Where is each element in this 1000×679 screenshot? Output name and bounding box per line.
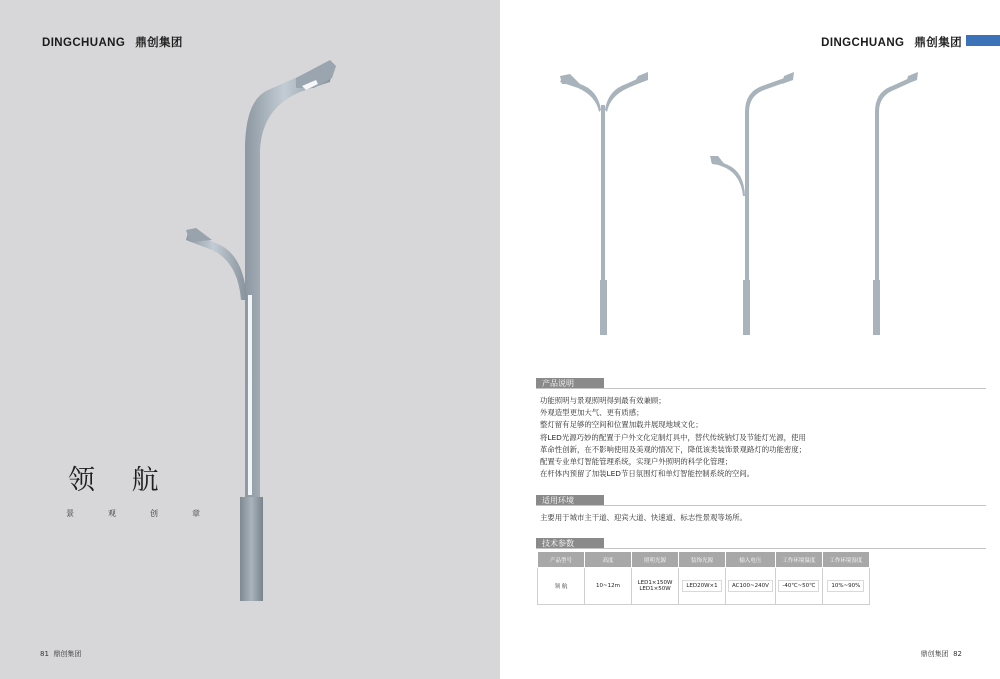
- spec-column-header: 高度: [585, 552, 632, 568]
- subtitle-char: 景: [66, 509, 74, 518]
- table-row: [538, 568, 870, 605]
- brand-en: DINGCHUANG: [821, 37, 905, 49]
- spec-column-header: 照明光源: [632, 552, 679, 568]
- section-rule: [536, 388, 986, 389]
- spec-light-source: [632, 568, 679, 605]
- spec-voltage-value: AC100~240V: [728, 580, 773, 592]
- spec-table: [537, 551, 870, 605]
- subtitle-char: 观: [108, 509, 116, 518]
- section-rule: [536, 548, 986, 549]
- page-number: 82: [953, 650, 962, 658]
- spec-header-row: [538, 552, 870, 568]
- spec-decor-value: LED20W×1: [682, 580, 721, 592]
- spec-column-header: 产品型号: [538, 552, 585, 568]
- lamp-variant-single-arm: [873, 72, 918, 335]
- footer-brand: 鼎创集团: [53, 650, 82, 658]
- section-header-environment: [536, 495, 986, 506]
- spec-light-source-1: LED1×150W: [637, 580, 673, 586]
- description-line: 整灯留有足够的空间和位置加载并展现地域文化；: [540, 420, 703, 430]
- brand-en: DINGCHUANG: [42, 37, 126, 49]
- spec-column-header: 工作环境湿度: [822, 552, 869, 568]
- description-line: 革命性创新，在不影响使用及美观的情况下，降低该类装饰景观路灯的功能密度；: [540, 444, 807, 454]
- section-label: 适用环境: [542, 496, 574, 505]
- description-line: 在杆体内预留了加装LED节日氛围灯和单灯智能控制系统的空间。: [540, 469, 755, 479]
- product-description: [540, 395, 830, 480]
- environment-text: 主要用于城市主干道、迎宾大道、快速道、标志性景观等场所。: [540, 513, 747, 522]
- lamp-variant-side-arm: [710, 72, 794, 335]
- page-footer-right: [921, 649, 962, 659]
- description-line: 配置专业单灯智能管理系统，实现户外照明的科学化管理；: [540, 457, 733, 467]
- section-rule: [536, 505, 986, 506]
- spec-height: 10~12m: [585, 568, 632, 605]
- spec-decor-source: [679, 568, 726, 605]
- spec-model: 领 航: [538, 568, 585, 605]
- product-title: 领 航: [68, 465, 173, 496]
- section-label: 产品说明: [542, 379, 574, 388]
- brand-cn: 鼎创集团: [914, 37, 962, 49]
- section-header-description: [536, 378, 986, 389]
- description-line: 将LED光源巧妙的配置于户外文化定制灯具中，替代传统钠灯及节能灯光源，使用: [540, 432, 806, 442]
- right-page: [500, 0, 1000, 679]
- brand-cn: 鼎创集团: [135, 37, 183, 49]
- section-label: 技术参数: [542, 539, 574, 548]
- footer-brand: 鼎创集团: [920, 650, 949, 658]
- subtitle-char: 创: [150, 509, 158, 518]
- page-footer-left: [40, 649, 81, 659]
- spec-temperature-value: -40℃~50℃: [778, 580, 819, 592]
- lamp-variants-image: [500, 0, 1000, 360]
- spec-humidity-value: 10%~90%: [827, 580, 864, 592]
- spec-column-header: 工作环境温度: [775, 552, 822, 568]
- lamp-variant-double-arm: [560, 72, 648, 335]
- spec-column-header: 输入电压: [726, 552, 776, 568]
- spec-temperature: [775, 568, 822, 605]
- product-subtitle: [66, 508, 234, 519]
- spec-column-header: 装饰光源: [679, 552, 726, 568]
- spec-humidity: [822, 568, 869, 605]
- page-number: 81: [40, 650, 49, 658]
- spec-light-source-2: LED1×50W: [639, 586, 671, 592]
- subtitle-char: 章: [192, 509, 200, 518]
- spec-voltage: [726, 568, 776, 605]
- description-line: 外观造型更加大气、更有质感；: [540, 408, 644, 418]
- description-line: 功能照明与景观照明得到最有效兼顾；: [540, 396, 666, 405]
- section-header-specs: [536, 538, 986, 549]
